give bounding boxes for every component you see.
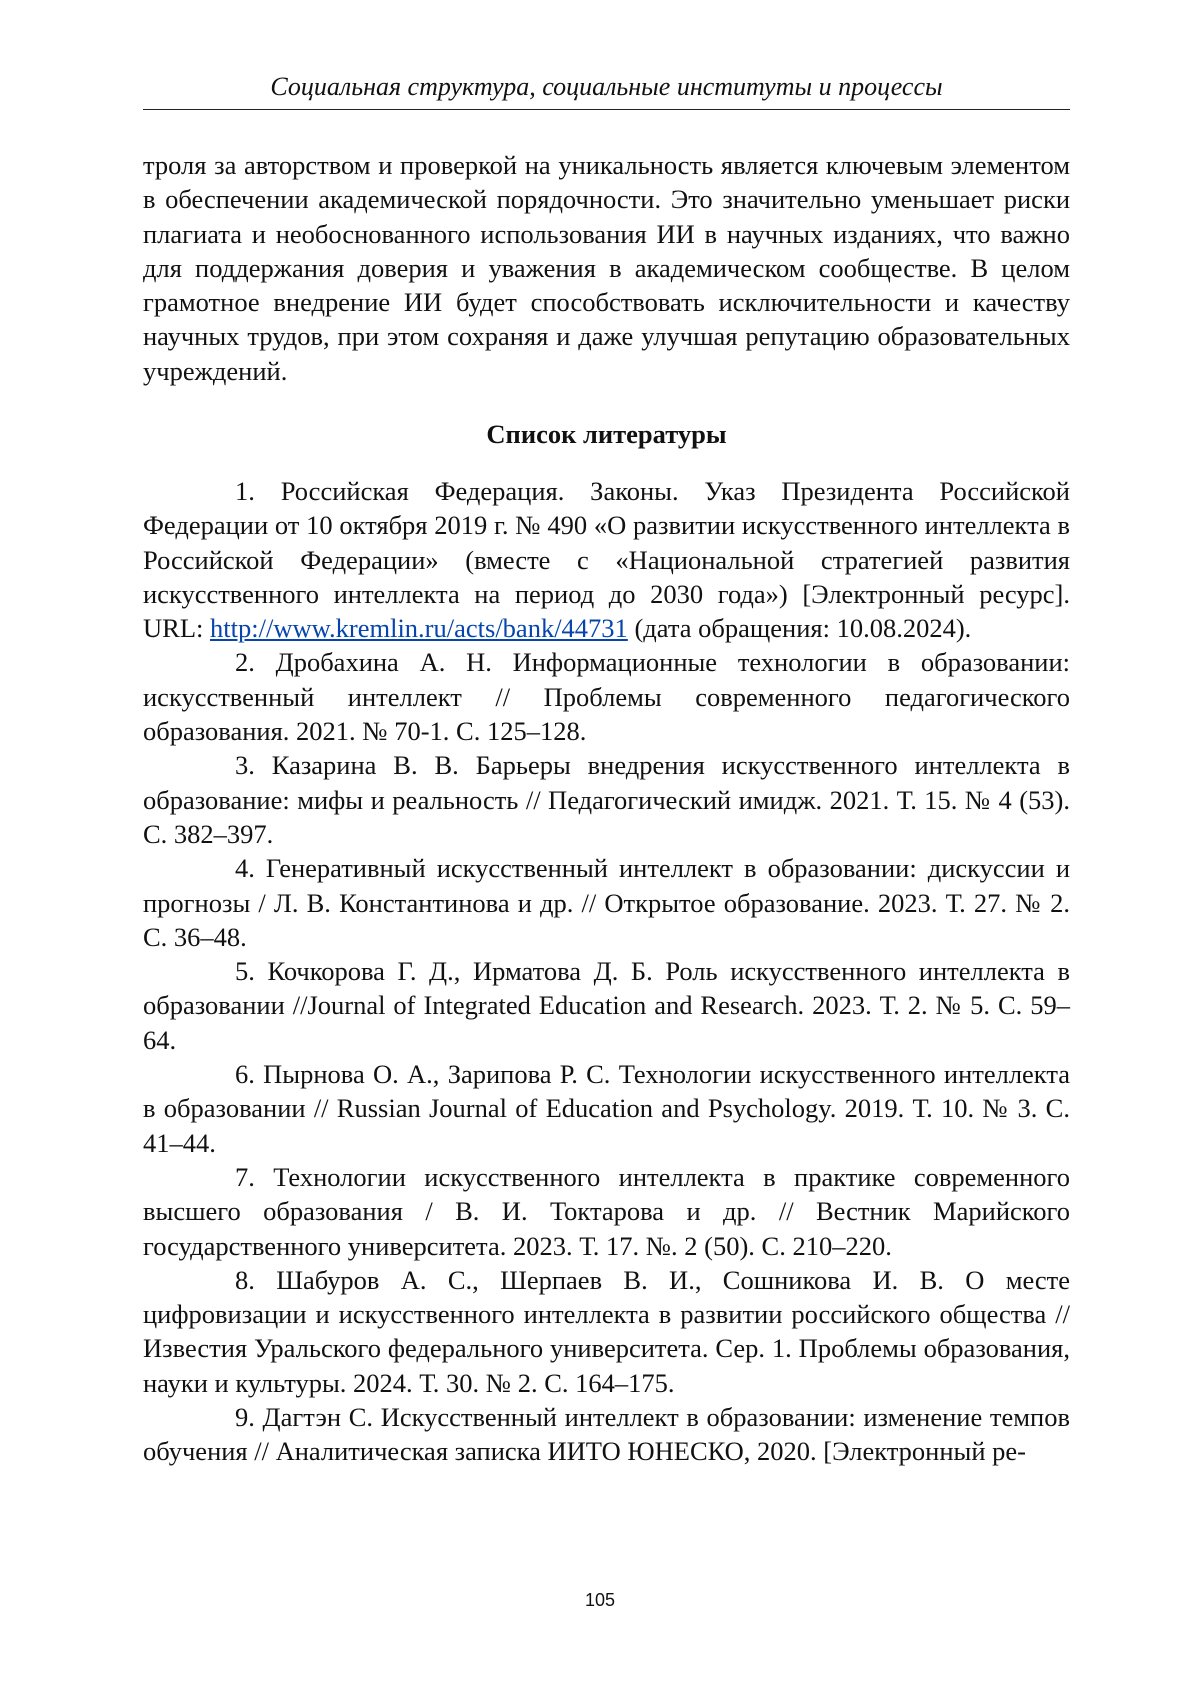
body-text [143,148,1070,388]
references-list [143,474,1070,1469]
references-heading: Список литературы [486,419,727,449]
header-rule [143,109,1070,110]
reference-1-text: 1. Российская Федерация. Законы. Указ Президента Российской Федерации от 10 октября 2019 г. № 490 «О развитии искусственного интеллекта в Российской Федерации» (вместе с «Национальной стратегией развития искусственного интеллекта на период до 2030 года») [Электронный ресурс]. URL: [143,476,1070,644]
reference-item-5: 5. Кочкорова Г. Д., Ирматова Д. Б. Роль искусственного интеллекта в образовании //Journal of Integrated Education and Research. 2023. Т. 2. № 5. С. 59–64. [143,956,1070,1055]
reference-item-1 [143,474,1070,645]
reference-item-3: 3. Казарина В. В. Барьеры внедрения искусственного интеллекта в образование: мифы и реальность // Педагогический имидж. 2021. Т. 15. № 4 (53). С. 382–397. [143,750,1070,849]
reference-1-tail: (дата обращения: 10.08.2024). [627,613,972,644]
reference-item-4: 4. Генеративный искусственный интеллект в образовании: дискуссии и прогнозы / Л. В. Константинова и др. // Открытое образование. 2023. Т. 27. № 2. С. 36–48. [143,853,1070,952]
reference-item-9: 9. Дагтэн С. Искусственный интеллект в образовании: изменение темпов обучения // Аналитическая записка ИИТО ЮНЕСКО, 2020. [Электронный ре- [143,1402,1070,1467]
reference-item-8: 8. Шабуров А. С., Шерпаев В. И., Сошникова И. В. О месте цифровизации и искусственного интеллекта в развитии российского общества // Известия Уральского федерального университета. Сер. 1. Проблемы образования, науки и культуры. 2024. Т. 30. № 2. С. 164–175. [143,1264,1070,1398]
reference-1-link[interactable]: http://www.kremlin.ru/acts/bank/44731 [210,613,628,644]
reference-item-6: 6. Пырнова О. А., Зарипова Р. С. Технологии искусственного интеллекта в образовании // Russian Journal of Education and Psychology. 2019. Т. 10. № 3. С. 41–44. [143,1059,1070,1158]
reference-item-2: 2. Дробахина А. Н. Информационные технологии в образовании: искусственный интеллект // Проблемы современного педагогического образования. 2021. № 70-1. С. 125–128. [143,647,1070,747]
page-number: 105 [584,1590,616,1610]
body-paragraph: троля за авторством и проверкой на уникальность является ключевым элементом в обеспечении академической порядочности. Это значительно уменьшает риски плагиата и необоснованного использования ИИ в научных изданиях, что важно для поддержания доверия и уважения в академическом сообществе. В целом грамотное внедрение ИИ будет способствовать исключительности и качеству научных трудов, при этом сохраняя и даже улучшая репутацию образовательных учреждений. [143,150,1070,386]
reference-item-7: 7. Технологии искусственного интеллекта в практике современного высшего образования / В. И. Токтарова и др. // Вестник Марийского государственного университета. 2023. Т. 17. №. 2 (50). С. 210–220. [143,1161,1070,1261]
running-header: Социальная структура, социальные институты и процессы [270,72,943,101]
